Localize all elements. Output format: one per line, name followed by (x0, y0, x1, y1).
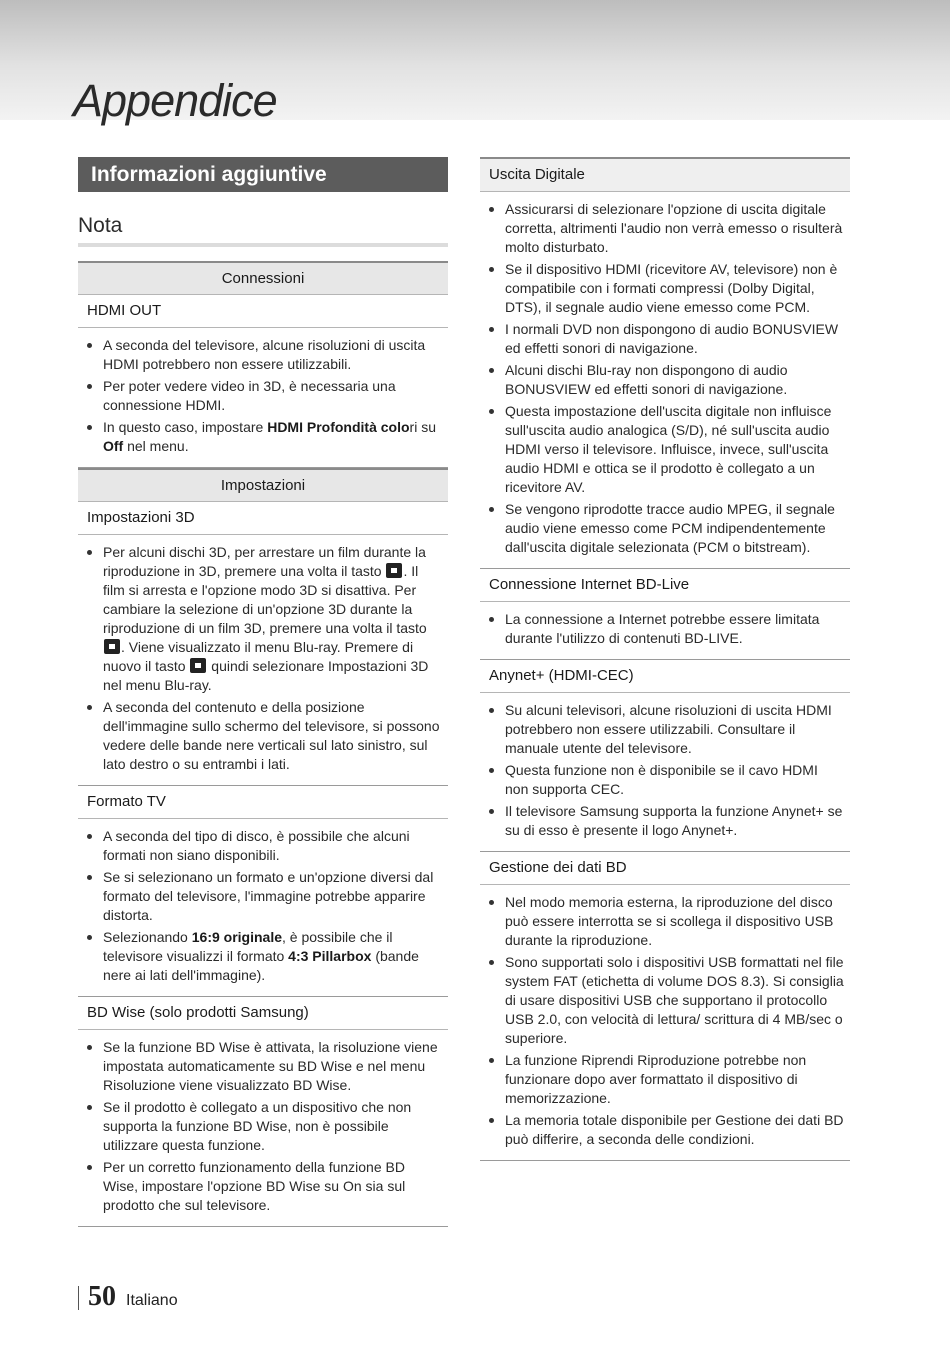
list-item: Il televisore Samsung supporta la funzione Anynet+ se su di esso è presente il logo Anynet+. (480, 802, 850, 840)
stop-button-icon (386, 563, 402, 578)
right-column (480, 157, 850, 1161)
text: ri su (409, 419, 436, 436)
row-title-hdmi-out: HDMI OUT (78, 295, 448, 328)
list-item (78, 543, 448, 695)
list-item: Se si selezionano un formato e un'opzione diversi dal formato del televisore, l'immagine potrebbe apparire distorta. (78, 868, 448, 925)
text: In questo caso, impostare (103, 419, 268, 436)
list-item: Alcuni dischi Blu-ray non dispongono di audio BONUSVIEW ed effetti sonori di navigazione. (480, 361, 850, 399)
row-title-bd-wise: BD Wise (solo prodotti Samsung) (78, 997, 448, 1030)
subsection-title: Nota (78, 214, 448, 247)
language-label: Italiano (126, 1292, 178, 1309)
list-item: Sono supportati solo i dispositivi USB formattati nel file system FAT (etichetta di volume DOS 8.3). Si consiglia di usare dispositivi USB che supportano il protocollo USB 2.0, con velocità di lettura/ scrittura di 4 MB/sec o superiore. (480, 953, 850, 1048)
list-item: Questa impostazione dell'uscita digitale non influisce sull'uscita audio analogica (S/D), né sull'uscita audio HDMI verso il televisore. Influisce, invece, sull'uscita audio HDMI e ottica se il prodotto è collegato a un ricevitore AV. (480, 402, 850, 497)
table-header-connessioni: Connessioni (78, 261, 448, 295)
row-title-gestione-dati-bd: Gestione dei dati BD (480, 852, 850, 885)
text: quindi selezionare Impostazioni 3D nel menu Blu-ray. (103, 658, 429, 694)
list-item: Assicurarsi di selezionare l'opzione di uscita digitale corretta, altrimenti l'audio non verrà emesso o risulterà molto disturbato. (480, 200, 850, 257)
row-title-bd-live: Connessione Internet BD-Live (480, 569, 850, 602)
list-item: Se vengono riprodotte tracce audio MPEG, il segnale audio viene emesso come PCM indipendentemente dall'uscita digitale selezionata (PCM o bitstream). (480, 500, 850, 557)
list-item: Se la funzione BD Wise è attivata, la risoluzione viene impostata automaticamente su BD Wise e nel menu Risoluzione viene visualizzato BD Wise. (78, 1038, 448, 1095)
list-item (78, 418, 448, 456)
anynet-list (480, 693, 850, 852)
list-item: Su alcuni televisori, alcune risoluzioni di uscita HDMI potrebbero non essere utilizzabili. Consultare il manuale utente del televisore. (480, 701, 850, 758)
setting-value: Off (103, 438, 124, 455)
setting-name: HDMI Profondità colo (267, 419, 410, 436)
hdmi-out-list (78, 328, 448, 468)
text: nel menu. (123, 438, 189, 455)
row-title-anynet: Anynet+ (HDMI-CEC) (480, 660, 850, 693)
impostazioni-3d-list (78, 535, 448, 786)
list-item: Se il prodotto è collegato a un dispositivo che non supporta la funzione BD Wise, non è possibile utilizzare questa funzione. (78, 1098, 448, 1155)
formato-tv-list (78, 819, 448, 997)
list-item: A seconda del televisore, alcune risoluzioni di uscita HDMI potrebbero non essere utilizzabili. (78, 336, 448, 374)
row-title-impostazioni-3d: Impostazioni 3D (78, 502, 448, 535)
list-item: Nel modo memoria esterna, la riproduzione del disco può essere interrotta se si scollega il dispositivo USB durante la riproduzione. (480, 893, 850, 950)
bd-live-list (480, 602, 850, 660)
section-title: Informazioni aggiuntive (78, 157, 448, 192)
row-title-uscita-digitale: Uscita Digitale (480, 157, 850, 192)
row-title-formato-tv: Formato TV (78, 786, 448, 819)
uscita-digitale-list (480, 192, 850, 569)
text: . Viene visualizzato il menu Blu-ray. Premere di nuovo il tasto (103, 639, 414, 675)
list-item: Per un corretto funzionamento della funzione BD Wise, impostare l'opzione BD Wise su On sia sul prodotto che sul televisore. (78, 1158, 448, 1215)
list-item: La connessione a Internet potrebbe essere limitata durante l'utilizzo di contenuti BD-LIVE. (480, 610, 850, 648)
text: Selezionando (103, 929, 192, 946)
bd-wise-list (78, 1030, 448, 1227)
left-column (78, 157, 448, 1227)
list-item (78, 928, 448, 985)
text: Per alcuni dischi 3D, per arrestare un film durante la riproduzione in 3D, premere una volta il tasto (103, 544, 426, 580)
footer-divider (78, 1286, 79, 1310)
stop-button-icon (190, 658, 206, 673)
list-item: La funzione Riprendi Riproduzione potrebbe non funzionare dopo aver formattato il dispositivo di memorizzazione. (480, 1051, 850, 1108)
list-item: Questa funzione non è disponibile se il cavo HDMI non supporta CEC. (480, 761, 850, 799)
list-item: I normali DVD non dispongono di audio BONUSVIEW ed effetti sonori di navigazione. (480, 320, 850, 358)
page-title: Appendice (73, 75, 277, 126)
table-header-impostazioni: Impostazioni (78, 468, 448, 502)
text: , è possibile che il televisore visualizzi il formato (103, 929, 393, 965)
page-number: 50 (88, 1281, 116, 1312)
setting-value: 4:3 Pillarbox (288, 948, 372, 965)
setting-value: 16:9 originale (191, 929, 283, 946)
gestione-dati-bd-list (480, 885, 850, 1161)
list-item: A seconda del contenuto e della posizione dell'immagine sullo schermo del televisore, si possono vedere delle bande nere verticali sul lato sinistro, sul lato destro o su entrambi i lati. (78, 698, 448, 774)
list-item: La memoria totale disponibile per Gestione dei dati BD può differire, a seconda delle condizioni. (480, 1111, 850, 1149)
text: (bande nere ai lati dell'immagine). (103, 948, 419, 984)
list-item: Per poter vedere video in 3D, è necessaria una connessione HDMI. (78, 377, 448, 415)
stop-button-icon (104, 639, 120, 654)
text: . Il film si arresta e l'opzione modo 3D si disattiva. Per cambiare la selezione di un'opzione 3D durante la riproduzione di un film 3D, premere una volta il tasto (103, 563, 427, 637)
list-item: A seconda del tipo di disco, è possibile che alcuni formati non siano disponibili. (78, 827, 448, 865)
list-item: Se il dispositivo HDMI (ricevitore AV, televisore) non è compatibile con i formati compressi (Dolby Digital, DTS), il segnale audio viene emesso come PCM. (480, 260, 850, 317)
